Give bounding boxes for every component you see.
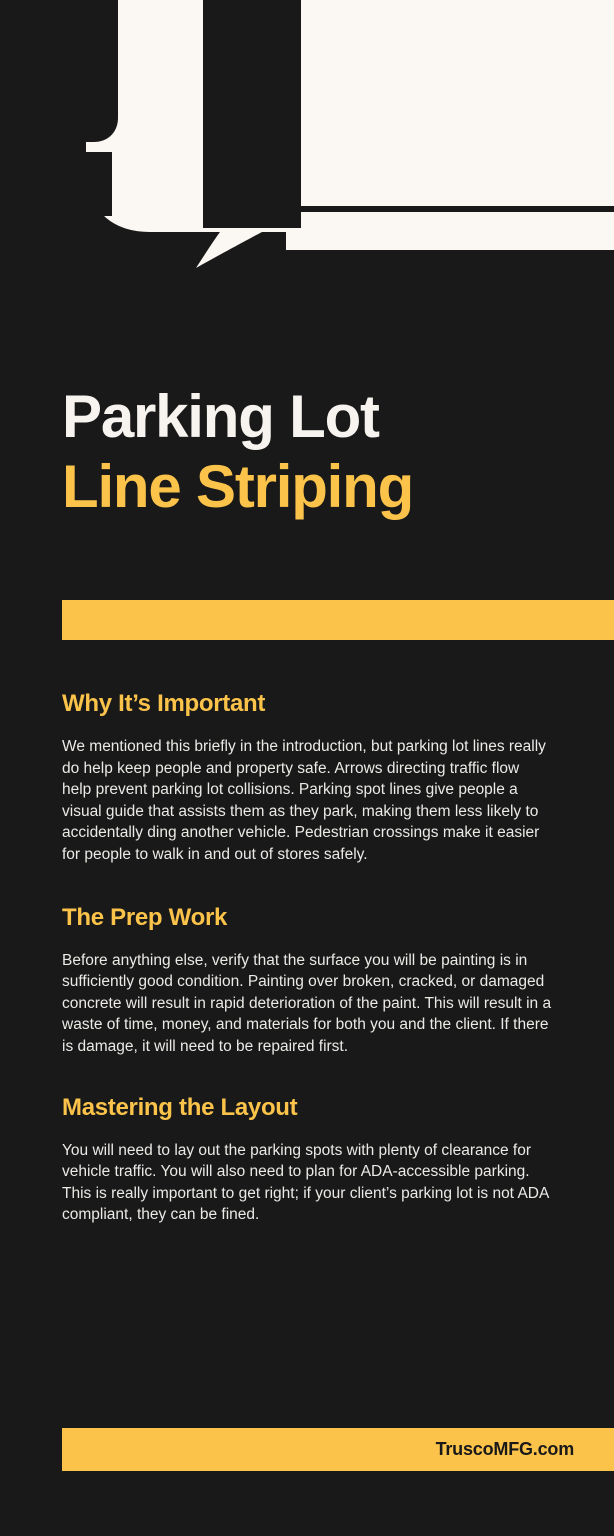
section-heading: Mastering the Layout: [62, 1093, 298, 1121]
section-the-prep-work: [0, 904, 614, 1058]
content-sections: [0, 690, 614, 1226]
section-heading: Why It’s Important: [62, 690, 266, 717]
section-heading: The Prep Work: [62, 903, 228, 931]
page-title: [62, 382, 562, 522]
footer-bar: [62, 1428, 614, 1471]
title-line-1: Parking Lot: [62, 383, 379, 450]
section-body: You will need to lay out the parking spots with plenty of clearance for vehicle traffic. You will also need to plan for ADA-accessible parking. This is really important to get right; if your client’s parking lot is not ADA compliant, they can be fined.: [62, 1141, 549, 1224]
section-body: Before anything else, verify that the surface you will be painting is in sufficiently good condition. Painting over broken, cracked, or damaged concrete will result in rapid deterioration of the paint. This will result in a waste of time, money, and materials for both you and the client. If there is damage, it will need to be repaired first.: [62, 951, 552, 1055]
footer-website-link[interactable]: TruscoMFG.com: [435, 1439, 574, 1459]
section-mastering-the-layout: [0, 1094, 614, 1226]
truck-illustration-icon: [0, 0, 614, 360]
title-line-2: Line Striping: [62, 453, 414, 520]
hero-illustration: [0, 0, 614, 360]
accent-divider-bar: [62, 600, 614, 640]
section-why-its-important: [0, 690, 614, 866]
section-body: We mentioned this briefly in the introduction, but parking lot lines really do help keep people and property safe. Arrows directing traffic flow help prevent parking lot collisions. Parking spot lines give people a visual guide that assists them as they park, making them less likely to accidentally ding another vehicle. Pedestrian crossings make it easier for people to walk in and out of stores safely.: [62, 738, 546, 863]
